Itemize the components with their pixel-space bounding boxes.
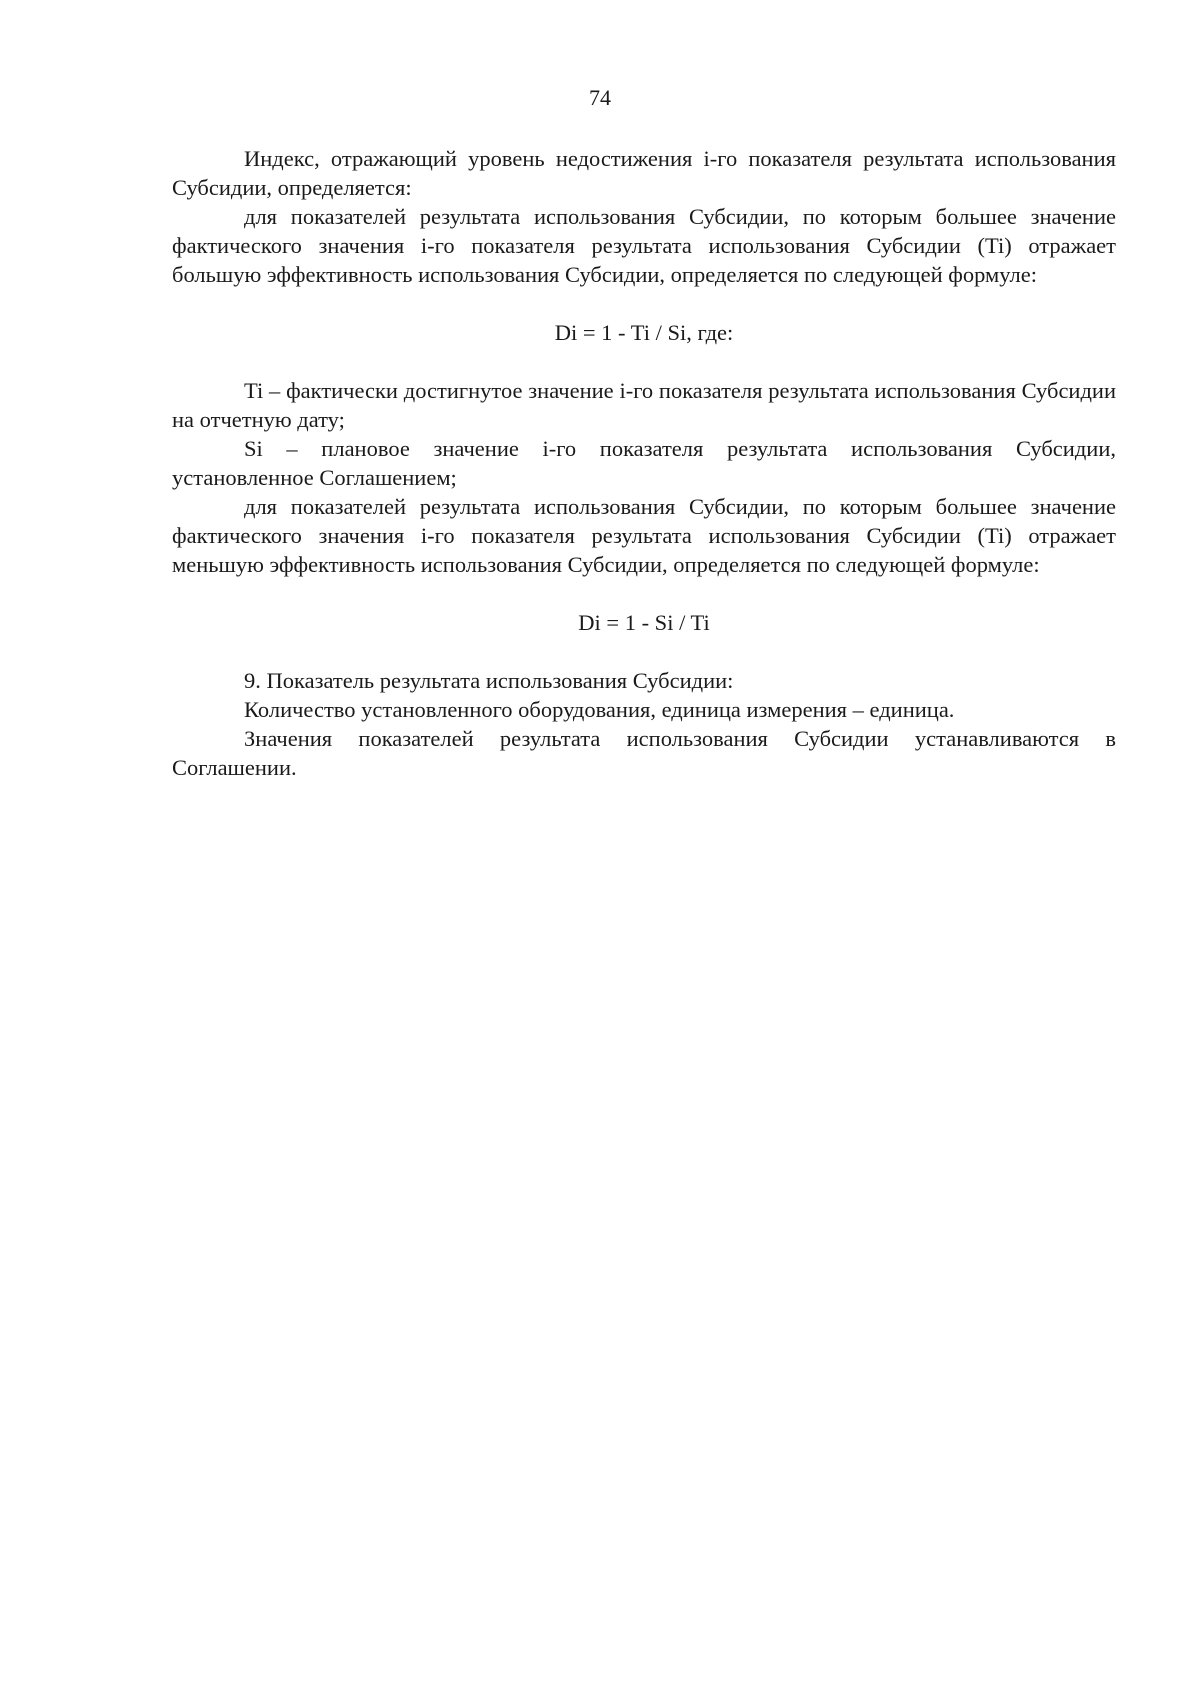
paragraph-ti-definition: Ti – фактически достигнутое значение i-го показателя результата использования Субсидии на отчетную дату; [172,378,1116,432]
document-body [172,144,1116,782]
paragraph-greater-effectiveness: для показателей результата использования Субсидии, по которым большее значение фактического значения i-го показателя результата использования Субсидии (Ti) отражает большую эффективность использования Субсидии, определяется по следующей формуле: [172,204,1116,287]
formula-di-ti-si: Di = 1 - Ti / Si, где: [554,320,734,345]
page-number: 74 [589,85,611,110]
paragraph-values-in-agreement: Значения показателей результата использования Субсидии устанавливаются в Соглашении. [172,726,1116,780]
formula-di-si-ti: Di = 1 - Si / Ti [578,610,710,635]
paragraph-section-9-heading: 9. Показатель результата использования Субсидии: [244,668,734,693]
paragraph-index-definition: Индекс, отражающий уровень недостижения i-го показателя результата использования Субсидии, определяется: [172,146,1116,200]
paragraph-lesser-effectiveness: для показателей результата использования Субсидии, по которым большее значение фактического значения i-го показателя результата использования Субсидии (Ti) отражает меньшую эффективность использования Субсидии, определяется по следующей формуле: [172,494,1116,577]
paragraph-equipment-count: Количество установленного оборудования, единица измерения – единица. [244,697,955,722]
paragraph-si-definition: Si – плановое значение i-го показателя результата использования Субсидии, установленное Соглашением; [172,436,1116,490]
